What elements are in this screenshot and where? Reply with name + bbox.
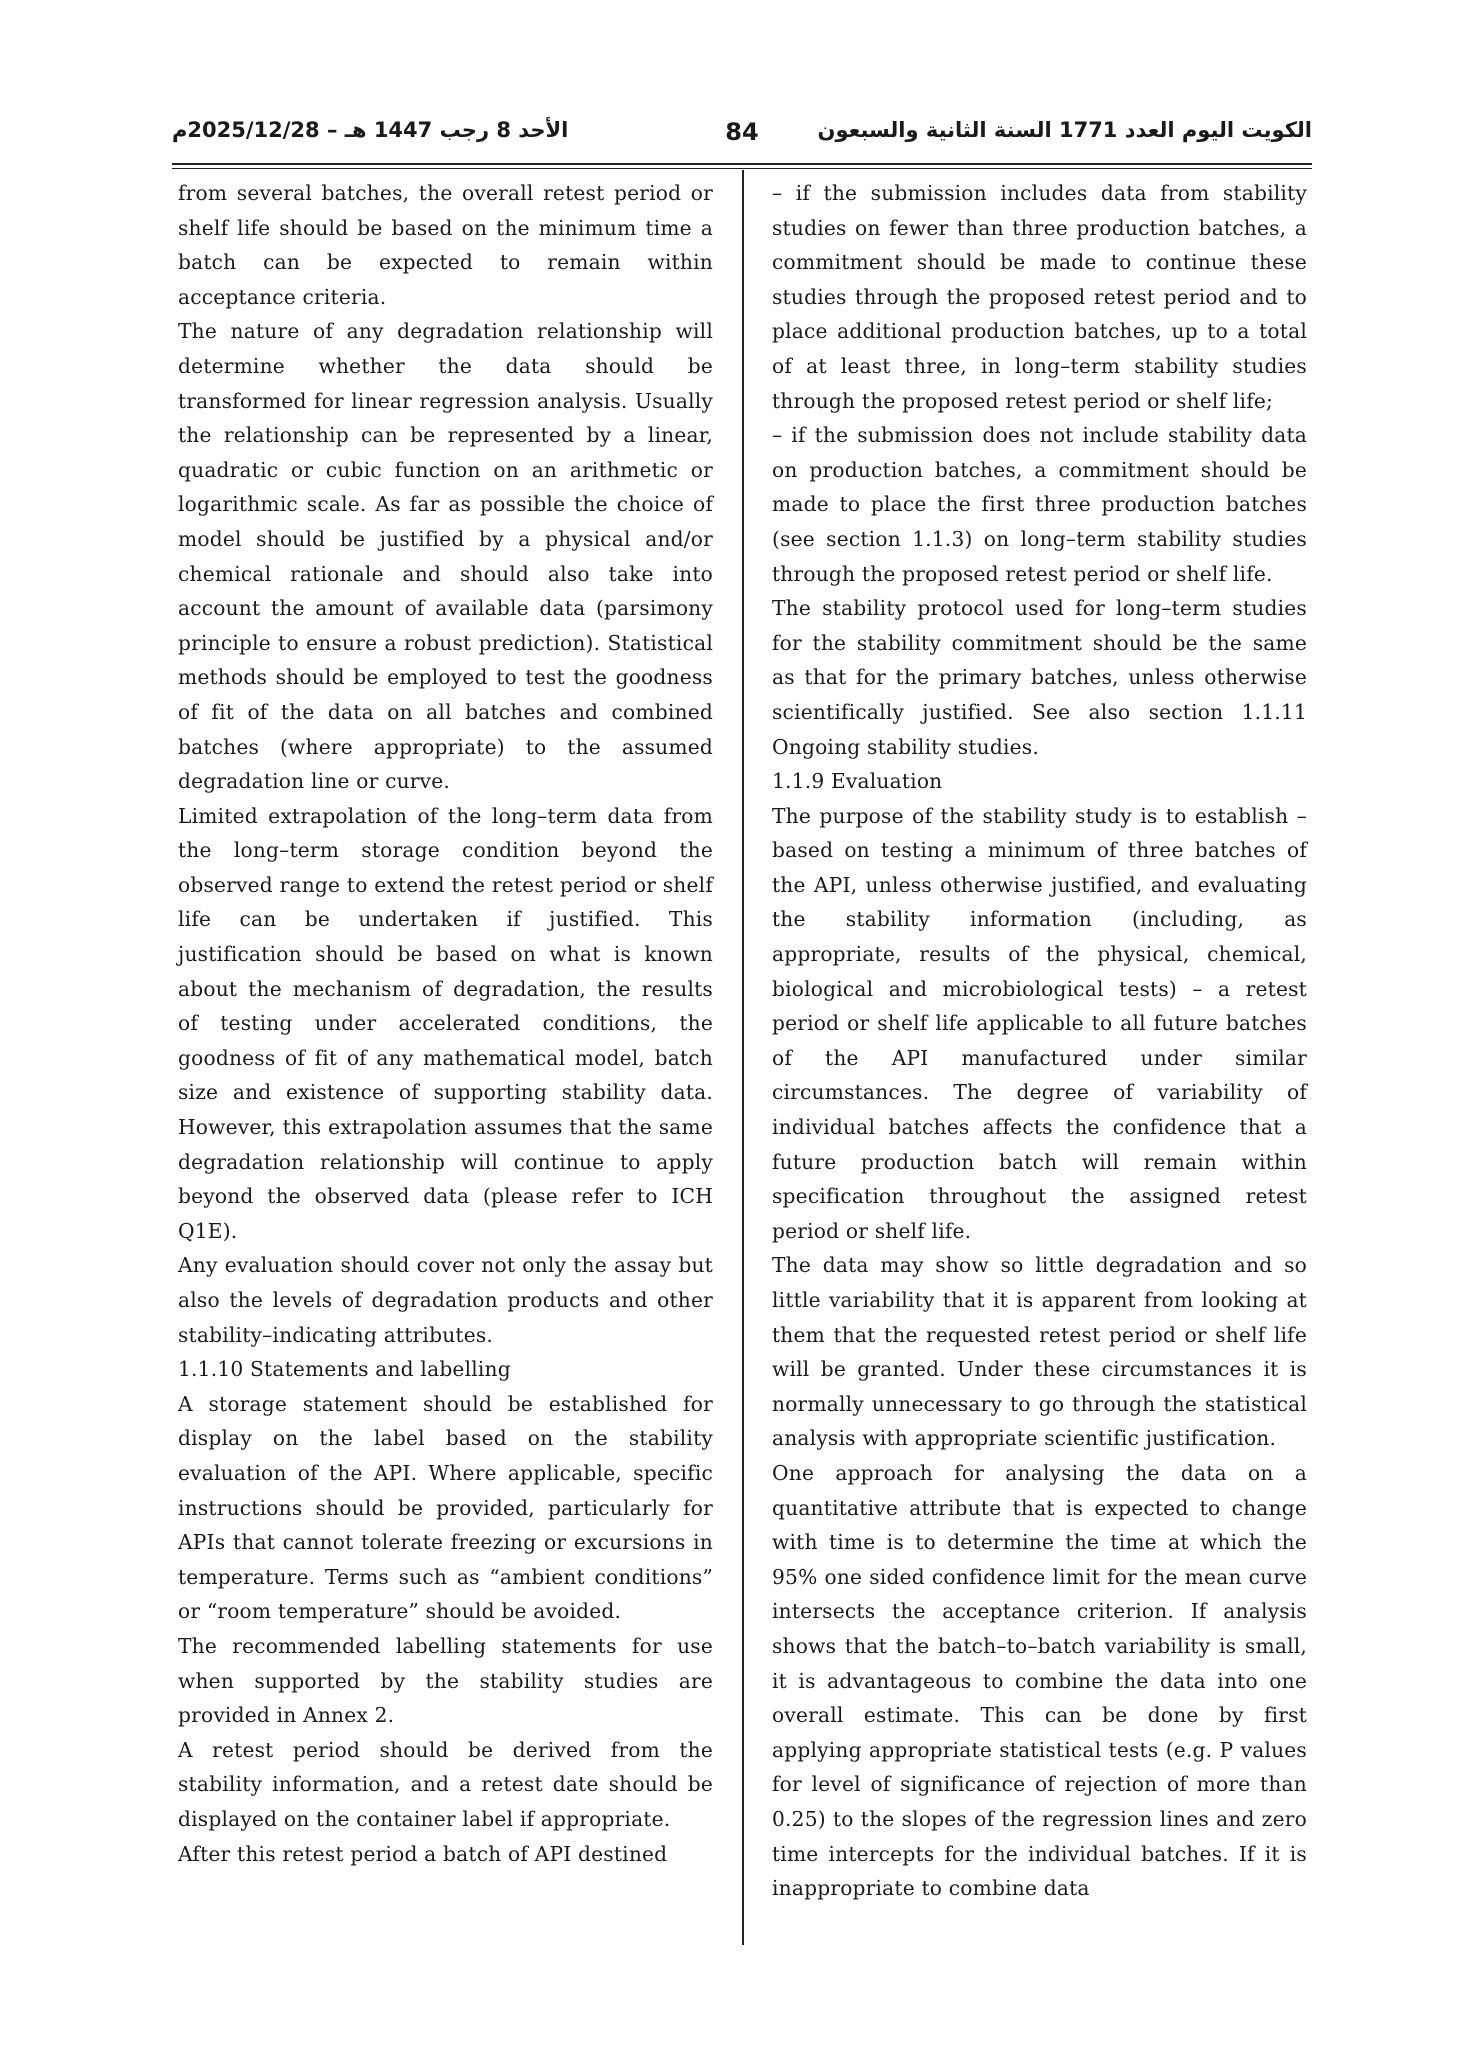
- right-column: [772, 176, 1307, 1906]
- paragraph: A retest period should be derived from the stability information, and a retest date should be displayed on the container label if appropriate.: [178, 1737, 713, 1831]
- paragraph: from several batches, the overall retest period or shelf life should be based on the minimum time a batch can be expected to remain within acceptance criteria.: [178, 181, 713, 309]
- header-date: الأحد 8 رجب 1447 هـ – 2025/12/28م: [172, 118, 569, 142]
- paragraph: The data may show so little degradation and so little variability that it is apparent from looking at them that the requested retest period or shelf life will be granted. Under these circumstances it is normally unnecessary to go through the statistical analysis with appropriate scientific justification.: [772, 1253, 1307, 1451]
- page-number: 84: [725, 118, 759, 146]
- list-item: – if the submission does not include stability data on production batches, a commitment should be made to place the first three production batches (see section 1.1.3) on long–term stability studies through the proposed retest period or shelf life.: [772, 423, 1307, 586]
- left-column: [178, 176, 713, 1871]
- header-rule-thin: [172, 168, 1312, 169]
- paragraph: A storage statement should be established for display on the label based on the stability evaluation of the API. Where applicable, specific instructions should be provided, particularly for APIs that cannot tolerate freezing or excursions in temperature. Terms such as “ambient conditions” or “room temperature” should be avoided.: [178, 1391, 713, 1624]
- paragraph: Limited extrapolation of the long–term data from the long–term storage condition beyond the observed range to extend the retest period or shelf life can be undertaken if justified. This justification should be based on what is known about the mechanism of degradation, the results of testing under accelerated conditions, the goodness of fit of any mathematical model, batch size and existence of supporting stability data. However, this extrapolation assumes that the same degradation relationship will continue to apply beyond the observed data (please refer to ICH Q1E).: [178, 803, 713, 1243]
- header-gazette-issue: الكويت اليوم العدد 1771 السنة الثانية والسبعون: [817, 118, 1312, 142]
- paragraph: The nature of any degradation relationship will determine whether the data should be transformed for linear regression analysis. Usually the relationship can be represented by a linear, quadratic or cubic function on an arithmetic or logarithmic scale. As far as possible the choice of model should be justified by a physical and/or chemical rationale and should also take into account the amount of available data (parsimony principle to ensure a robust prediction). Statistical methods should be employed to test the goodness of fit of the data on all batches and combined batches (where appropriate) to the assumed degradation line or curve.: [178, 319, 713, 794]
- paragraph: The stability protocol used for long–term studies for the stability commitment should be the same as that for the primary batches, unless otherwise scientifically justified. See also section 1.1.11 Ongoing stability studies.: [772, 596, 1307, 759]
- section-heading: 1.1.9 Evaluation: [772, 769, 943, 794]
- paragraph: The recommended labelling statements for use when supported by the stability studies are provided in Annex 2.: [178, 1633, 713, 1728]
- section-heading: 1.1.10 Statements and labelling: [178, 1357, 511, 1382]
- paragraph: The purpose of the stability study is to establish – based on testing a minimum of three batches of the API, unless otherwise justified, and evaluating the stability information (including, as appropriate, results of the physical, chemical, biological and microbiological tests) – a retest period or shelf life applicable to all future batches of the API manufactured under similar circumstances. The degree of variability of individual batches affects the confidence that a future production batch will remain within specification throughout the assigned retest period or shelf life.: [772, 803, 1307, 1243]
- column-divider: [742, 170, 744, 1945]
- page-header: [172, 118, 1312, 158]
- list-item: – if the submission includes data from stability studies on fewer than three production batches, a commitment should be made to continue these studies through the proposed retest period and to place additional production batches, up to a total of at least three, in long–term stability studies through the proposed retest period or shelf life;: [772, 181, 1307, 413]
- header-rule: [172, 163, 1312, 165]
- paragraph: One approach for analysing the data on a quantitative attribute that is expected to change with time is to determine the time at which the 95% one sided confidence limit for the mean curve intersects the acceptance criterion. If analysis shows that the batch–to–batch variability is small, it is advantageous to combine the data into one overall estimate. This can be done by first applying appropriate statistical tests (e.g. P values for level of significance of rejection of more than 0.25) to the slopes of the regression lines and zero time intercepts for the individual batches. If it is inappropriate to combine data: [772, 1460, 1307, 1901]
- paragraph: Any evaluation should cover not only the assay but also the levels of degradation products and other stability–indicating attributes.: [178, 1253, 713, 1347]
- paragraph: After this retest period a batch of API destined: [178, 1841, 668, 1866]
